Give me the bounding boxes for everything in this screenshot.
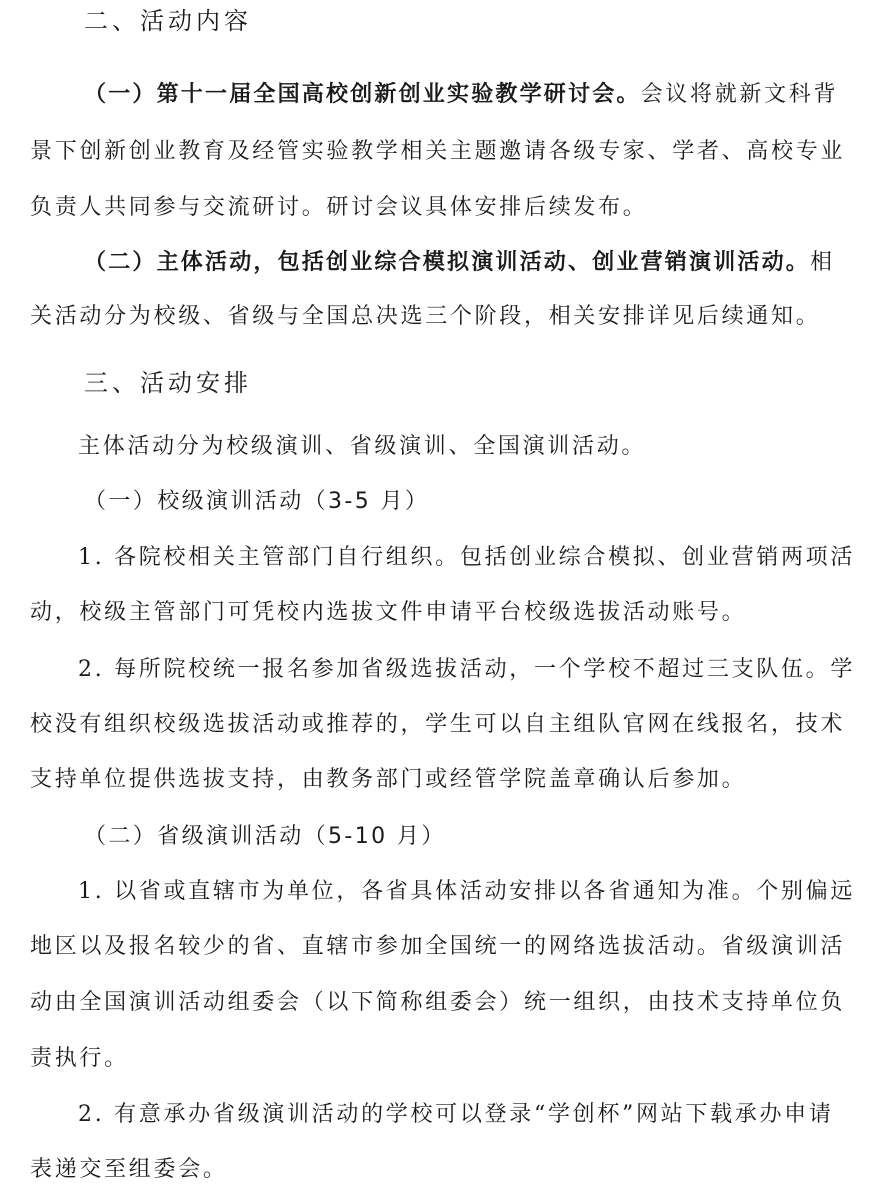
item-text: 相 [810,250,835,275]
paragraph-line: 1. 以省或直辖市为单位，各省具体活动安排以各省通知为准。个别偏远 [78,879,856,904]
paragraph-line: 表递交至组委会。 [30,1157,228,1182]
paragraph-line: 1. 各院校相关主管部门自行组织。包括创业综合模拟、创业营销两项活 [78,545,856,570]
section-heading-activity-content: 二、活动内容 [84,7,252,35]
item-text: 会议将就新文科背 [640,82,839,107]
paragraph-line: 主体活动分为校级演训、省级演训、全国演训活动。 [78,434,647,459]
paragraph-line: 关活动分为校级、省级与全国总决选三个阶段，相关安排详见后续通知。 [30,304,821,329]
paragraph-line: 2. 有意承办省级演训活动的学校可以登录“学创杯”网站下载承办申请 [78,1102,834,1127]
paragraph-line [84,80,838,110]
paragraph-line: 景下创新创业教育及经管实验教学相关主题邀请各级专家、学者、高校专业 [30,139,846,164]
paragraph-line: 责执行。 [30,1046,129,1071]
paragraph-line: 校没有组织校级选拔活动或推荐的，学生可以自主组队官网在线报名，技术 [30,712,846,737]
item-title-main-activity: （二）主体活动，包括创业综合模拟演训活动、创业营销演训活动。 [84,250,811,275]
paragraph-line: 地区以及报名较少的省、直辖市参加全国统一的网络选拔活动。省级演训活 [30,934,846,959]
section-heading-activity-schedule: 三、活动安排 [84,369,252,397]
paragraph-line: 负责人共同参与交流研讨。研讨会议具体安排后续发布。 [30,195,648,220]
paragraph-line [84,248,835,278]
paragraph-line: 动，校级主管部门可凭校内选拔文件申请平台校级选拔活动账号。 [30,600,747,625]
subheading-school-level: （一）校级演训活动（3-5 月） [84,489,430,514]
subheading-provincial-level: （二）省级演训活动（5-10 月） [84,824,446,849]
item-title-seminar: （一）第十一届全国高校创新创业实验教学研讨会。 [84,82,641,107]
paragraph-line: 2. 每所院校统一报名参加省级选拔活动，一个学校不超过三支队伍。学 [78,657,856,682]
paragraph-line: 支持单位提供选拔支持，由教务部门或经管学院盖章确认后参加。 [30,767,747,792]
paragraph-line: 动由全国演训活动组委会（以下简称组委会）统一组织，由技术支持单位负 [30,990,846,1015]
